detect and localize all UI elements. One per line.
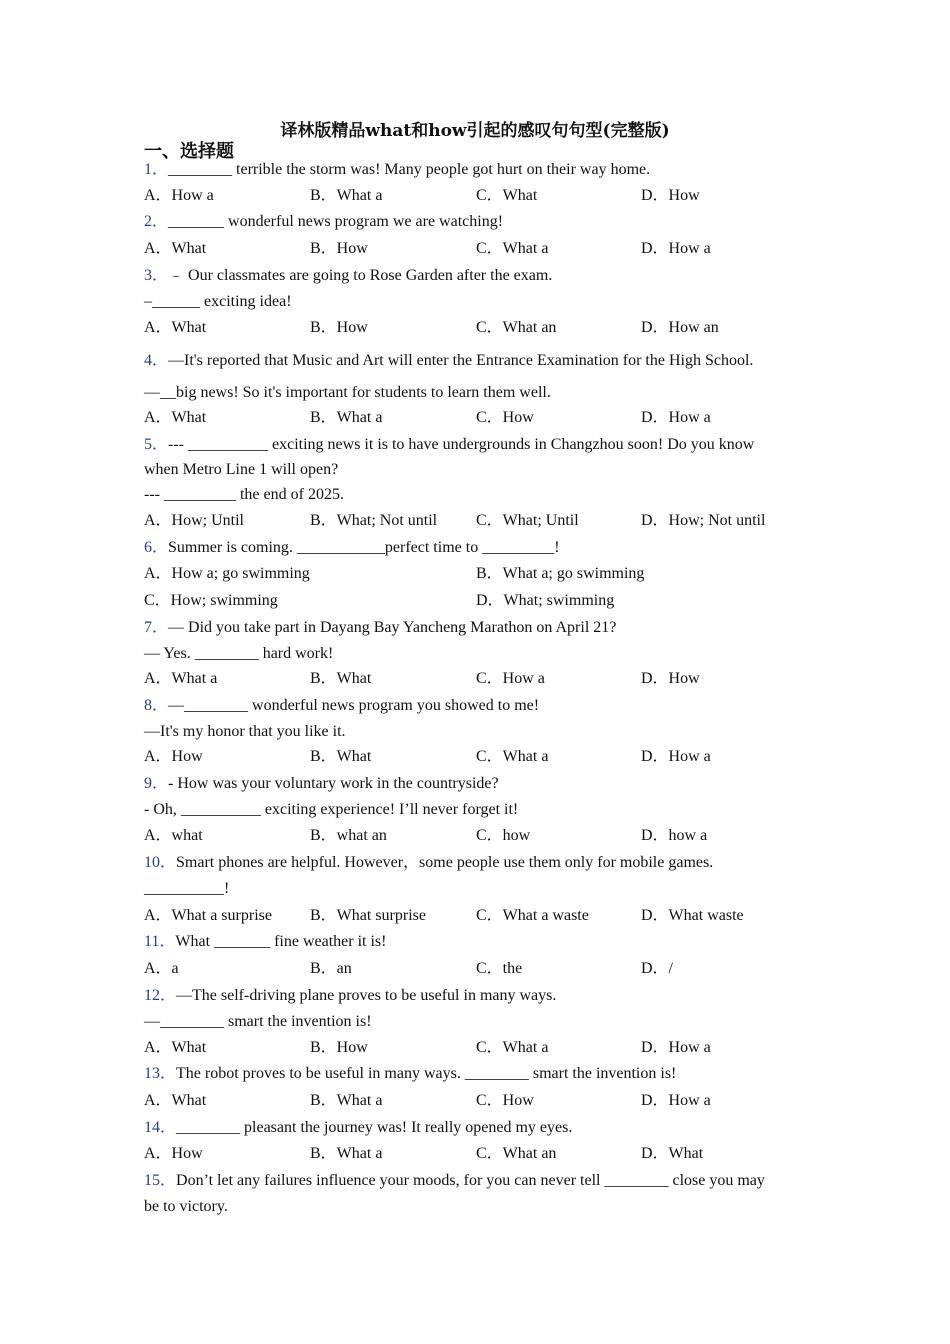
answer-option[interactable]: D．What waste bbox=[641, 907, 744, 924]
answer-option[interactable]: A．How; Until bbox=[144, 512, 245, 529]
answer-option[interactable]: C．What bbox=[476, 187, 538, 204]
answer-option[interactable]: D．How bbox=[641, 187, 700, 204]
answer-option[interactable]: A．How a; go swimming bbox=[144, 565, 310, 582]
answer-option[interactable]: B．What surprise bbox=[310, 907, 426, 924]
question-number: 14． bbox=[144, 1119, 177, 1136]
answer-option[interactable]: D．How bbox=[641, 670, 700, 687]
answer-option[interactable]: D．How a bbox=[641, 1092, 711, 1109]
answer-option[interactable]: B．What a bbox=[310, 409, 383, 426]
question-text: The robot proves to be useful in many ways. ________ smart the invention is! bbox=[176, 1065, 677, 1082]
answer-option[interactable]: B．What bbox=[310, 670, 372, 687]
question-continuation bbox=[144, 644, 333, 664]
answer-option[interactable]: D．how a bbox=[641, 827, 708, 844]
question-stem bbox=[144, 696, 539, 716]
answer-option[interactable]: A．How bbox=[144, 748, 203, 765]
question-text: What _______ fine weather it is! bbox=[175, 933, 387, 950]
question-continuation bbox=[144, 1012, 372, 1032]
question-text: —________ smart the invention is! bbox=[144, 1013, 372, 1030]
question-stem bbox=[144, 986, 556, 1006]
answer-option[interactable]: D．What bbox=[641, 1145, 704, 1162]
question-stem bbox=[144, 932, 386, 952]
question-text: Smart phones are helpful. However，some people use them only for mobile games. bbox=[176, 854, 714, 871]
answer-option[interactable]: A．How bbox=[144, 1145, 203, 1162]
answer-option[interactable]: D．How a bbox=[641, 1039, 711, 1056]
answer-option[interactable]: A．What bbox=[144, 409, 207, 426]
question-number: 7． bbox=[144, 619, 169, 636]
answer-option[interactable]: B．How bbox=[310, 240, 368, 257]
question-number: 6． bbox=[144, 539, 169, 556]
question-text: --- _________ the end of 2025. bbox=[144, 486, 344, 503]
question-number: 15． bbox=[144, 1172, 177, 1189]
answer-option[interactable]: C．What; Until bbox=[476, 512, 579, 529]
question-text: ﹣ Our classmates are going to Rose Garden after the exam. bbox=[168, 267, 553, 284]
question-text: Don’t let any failures influence your moods, for you can never tell ________ close you may bbox=[176, 1172, 765, 1189]
question-number: 11． bbox=[144, 933, 176, 950]
answer-option[interactable]: C．What a waste bbox=[476, 907, 589, 924]
answer-option[interactable]: D．How an bbox=[641, 319, 719, 336]
answer-option[interactable]: D．/ bbox=[641, 960, 674, 977]
question-stem bbox=[144, 1064, 676, 1084]
question-text: —It's reported that Music and Art will enter the Entrance Examination for the High School. bbox=[168, 352, 754, 369]
answer-option[interactable]: D．How a bbox=[641, 240, 711, 257]
answer-option[interactable]: D．What; swimming bbox=[476, 592, 615, 609]
question-continuation bbox=[144, 879, 229, 899]
question-number: 1． bbox=[144, 161, 169, 178]
question-continuation bbox=[144, 383, 551, 403]
question-number: 3． bbox=[144, 267, 169, 284]
question-stem bbox=[144, 435, 754, 455]
answer-option[interactable]: C．the bbox=[476, 960, 523, 977]
answer-option[interactable]: C．How; swimming bbox=[144, 592, 278, 609]
question-text: ________ terrible the storm was! Many people got hurt on their way home. bbox=[168, 161, 651, 178]
answer-option[interactable]: A．What bbox=[144, 240, 207, 257]
answer-option[interactable]: C．how bbox=[476, 827, 531, 844]
question-continuation bbox=[144, 485, 344, 505]
question-number: 13． bbox=[144, 1065, 177, 1082]
question-number: 10． bbox=[144, 854, 177, 871]
question-stem bbox=[144, 160, 650, 180]
question-number: 4． bbox=[144, 352, 169, 369]
answer-option[interactable]: B．What bbox=[310, 748, 372, 765]
answer-option[interactable]: D．How a bbox=[641, 748, 711, 765]
answer-option[interactable]: C．How a bbox=[476, 670, 545, 687]
answer-option[interactable]: D．How; Not until bbox=[641, 512, 766, 529]
answer-option[interactable]: A．What bbox=[144, 1092, 207, 1109]
question-text: —________ wonderful news program you showed to me! bbox=[168, 697, 540, 714]
question-text: Summer is coming. ___________perfect time to _________! bbox=[168, 539, 560, 556]
question-stem bbox=[144, 618, 616, 638]
question-stem bbox=[144, 853, 713, 873]
question-text: _______ wonderful news program we are watching! bbox=[168, 213, 504, 230]
answer-option[interactable]: B．What; Not until bbox=[310, 512, 438, 529]
answer-option[interactable]: B．What a bbox=[310, 1092, 383, 1109]
answer-option[interactable]: B．How bbox=[310, 319, 368, 336]
answer-option[interactable]: D．How a bbox=[641, 409, 711, 426]
answer-option[interactable]: B．an bbox=[310, 960, 352, 977]
question-text: - Oh, __________ exciting experience! I’ll never forget it! bbox=[144, 801, 519, 818]
question-stem bbox=[144, 774, 499, 794]
answer-option[interactable]: B．What a bbox=[310, 187, 383, 204]
question-number: 5． bbox=[144, 436, 169, 453]
answer-option[interactable]: A．What bbox=[144, 319, 207, 336]
question-text: –______ exciting idea! bbox=[144, 293, 292, 310]
answer-option[interactable]: B．What a; go swimming bbox=[476, 565, 645, 582]
section-heading: 一、选择题 bbox=[144, 141, 234, 162]
question-continuation bbox=[144, 800, 518, 820]
question-text: —__big news! So it's important for students to learn them well. bbox=[144, 384, 551, 401]
answer-option[interactable]: A．What a surprise bbox=[144, 907, 272, 924]
answer-option[interactable]: A．what bbox=[144, 827, 203, 844]
answer-option[interactable]: B．What a bbox=[310, 1145, 383, 1162]
question-stem bbox=[144, 538, 560, 558]
answer-option[interactable]: A．How a bbox=[144, 187, 214, 204]
question-continuation bbox=[144, 292, 292, 312]
answer-option[interactable]: A．What bbox=[144, 1039, 207, 1056]
question-text: — Did you take part in Dayang Bay Yancheng Marathon on April 21? bbox=[168, 619, 617, 636]
answer-option[interactable]: C．How bbox=[476, 409, 534, 426]
question-number: 9． bbox=[144, 775, 169, 792]
answer-option[interactable]: A．a bbox=[144, 960, 179, 977]
answer-option[interactable]: A．What a bbox=[144, 670, 218, 687]
answer-option[interactable]: C．What a bbox=[476, 1039, 549, 1056]
answer-option[interactable]: C．How bbox=[476, 1092, 534, 1109]
question-text: --- __________ exciting news it is to have undergrounds in Changzhou soon! Do you know bbox=[168, 436, 755, 453]
question-stem bbox=[144, 1118, 572, 1138]
question-stem bbox=[144, 351, 753, 371]
question-number: 8． bbox=[144, 697, 169, 714]
answer-option[interactable]: C．What an bbox=[476, 319, 557, 336]
question-text: __________! bbox=[144, 880, 230, 897]
answer-option[interactable]: C．What a bbox=[476, 748, 549, 765]
document-title: 译林版精品what和how引起的感叹句句型(完整版) bbox=[280, 121, 670, 141]
question-stem bbox=[144, 212, 503, 232]
question-text: ________ pleasant the journey was! It really opened my eyes. bbox=[176, 1119, 573, 1136]
question-text: be to victory. bbox=[144, 1198, 228, 1215]
question-number: 12． bbox=[144, 987, 177, 1004]
question-text: —It's my honor that you like it. bbox=[144, 723, 346, 740]
question-continuation bbox=[144, 1197, 228, 1217]
answer-option[interactable]: B．How bbox=[310, 1039, 368, 1056]
question-stem bbox=[144, 266, 552, 286]
answer-option[interactable]: C．What an bbox=[476, 1145, 557, 1162]
question-continuation bbox=[144, 460, 338, 480]
question-text: — Yes. ________ hard work! bbox=[144, 645, 334, 662]
question-text: —The self-driving plane proves to be useful in many ways. bbox=[176, 987, 557, 1004]
question-stem bbox=[144, 1171, 765, 1191]
answer-option[interactable]: B．what an bbox=[310, 827, 387, 844]
question-continuation bbox=[144, 722, 346, 742]
question-text: when Metro Line 1 will open? bbox=[144, 461, 339, 478]
question-number: 2． bbox=[144, 213, 169, 230]
question-text: - How was your voluntary work in the countryside? bbox=[168, 775, 499, 792]
answer-option[interactable]: C．What a bbox=[476, 240, 549, 257]
